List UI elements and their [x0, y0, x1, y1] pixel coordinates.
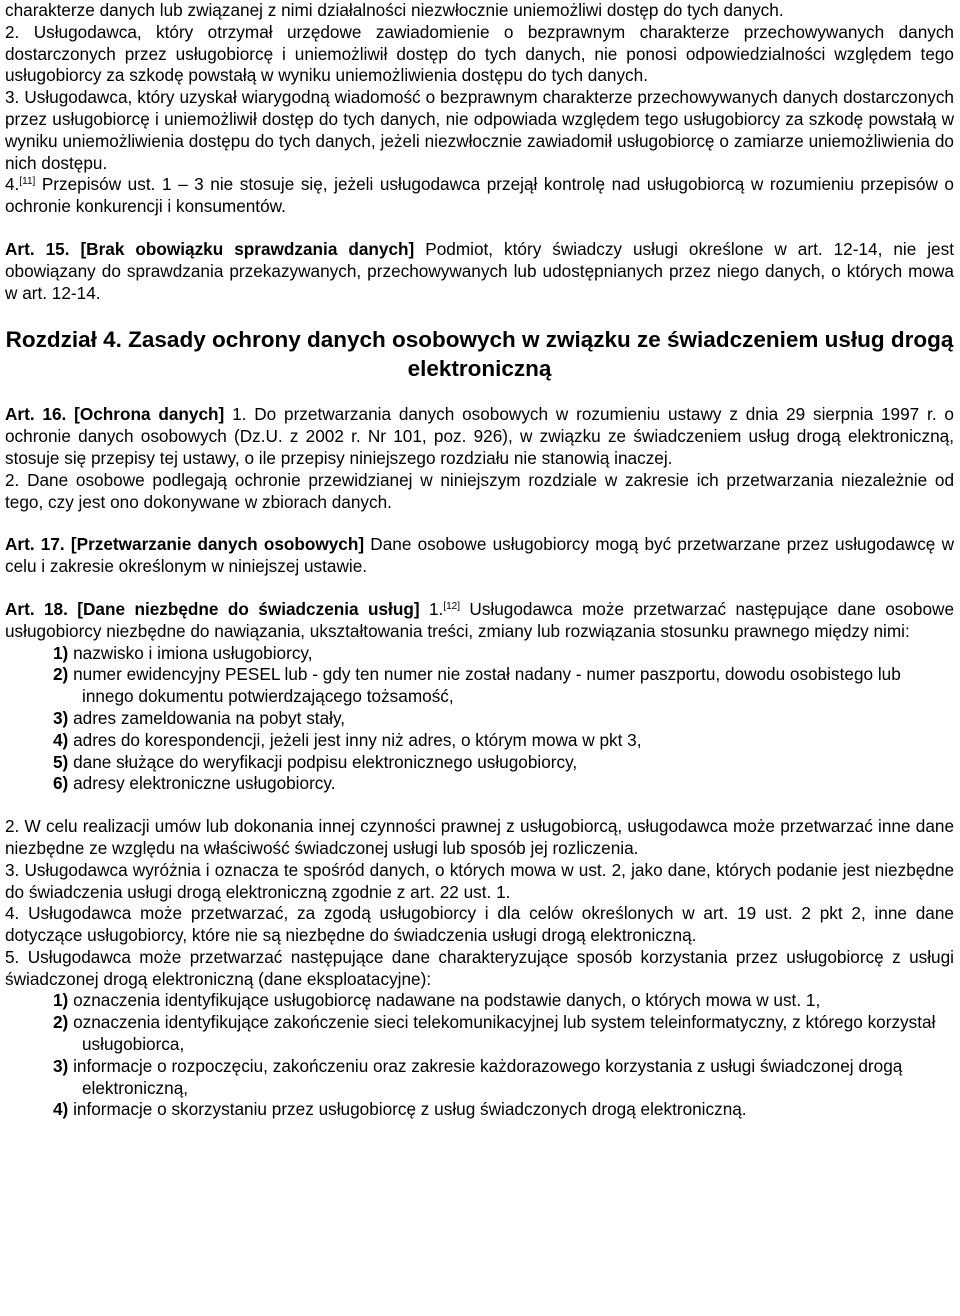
article-heading: Art. 17. [Przetwarzanie danych osobowych] — [5, 534, 365, 555]
paragraph: charakterze danych lub związanej z nimi działalności niezwłocznie uniemożliwi dostęp do tych danych. — [5, 0, 784, 20]
paragraph: 3. Usługodawca wyróżnia i oznacza te spośród danych, o których mowa w ust. 2, jako dane, których podanie jest niezbędne do świadczenia usługi drogą elektroniczną zgodnie z art. 22 ust. 1. — [5, 859, 954, 902]
list-item: 2) oznaczenia identyfikujące zakończenie sieci telekomunikacyjnej lub system teleinformatyczny, z którego korzystał usługobiorca, — [53, 1012, 936, 1055]
paragraph: 4. Usługodawca może przetwarzać, za zgodą usługobiorcy i dla celów określonych w art. 19 ust. 2 pkt 2, inne dane dotyczące usługobiorcy, które nie są niezbędne do świadczenia usługi drogą elektroniczną. — [5, 903, 954, 946]
article-text: Usługodawca może przetwarzać następujące dane osobowe usługobiorcy niezbędne do nawiązania, ukształtowania treści, zmiany lub rozwiązania stosunku prawnego między nimi: — [5, 598, 955, 641]
paragraph-number: 1. — [419, 598, 444, 619]
article-17 — [5, 534, 954, 578]
list-item: 4) adres do korespondencji, jeżeli jest inny niż adres, o którym mowa w pkt 3, — [53, 729, 642, 750]
paragraph: 2. W celu realizacji umów lub dokonania innej czynności prawnej z usługobiorcą, usługodawca może przetwarzać inne dane niezbędne ze względu na właściwość świadczonej usługi lub sposób jej rozliczenia. — [5, 816, 954, 858]
article-text: 1. Do przetwarzania danych osobowych w rozumieniu ustawy z dnia 29 sierpnia 1997 r. o ochronie danych osobowych (Dz.U. z 2002 r. Nr 101, poz. 926), w związku ze świadczeniem usług drogą elektroniczną, stosuje się przepisy tej ustawy, o ile przepisy niniejszego rozdziału nie stanowią inaczej. — [5, 404, 954, 468]
article-heading: Art. 16. [Ochrona danych] — [5, 404, 225, 425]
article-heading: Art. 15. [Brak obowiązku sprawdzania danych] — [5, 238, 415, 259]
list-item: 5) dane służące do weryfikacji podpisu elektronicznego usługobiorcy, — [53, 751, 578, 772]
list-item: 6) adresy elektroniczne usługobiorcy. — [53, 773, 336, 794]
list-item: 1) nazwisko i imiona usługobiorcy, — [53, 642, 313, 663]
article-18 — [5, 599, 954, 643]
footnote-ref[interactable]: [11] — [19, 176, 36, 188]
paragraph: 2. Usługodawca, który otrzymał urzędowe zawiadomienie o bezprawnym charakterze przechowywanych danych dostarczonych przez usługobiorcę i uniemożliwił dostęp do tych danych, nie ponosi odpowiedzialności względem tego usługobiorcy za szkodę powstałą w wyniku uniemożliwienia dostępu do tych danych. — [5, 21, 954, 86]
paragraph-number: 4. — [5, 174, 20, 195]
footnote-ref[interactable]: [12] — [443, 600, 460, 612]
article-text: Podmiot, który świadczy usługi określone w art. 12-14, nie jest obowiązany do sprawdzania przekazywanych, przechowywanych lub udostępnianych przez niego danych, o których mowa w art. 12-14. — [5, 238, 954, 303]
article-text: Dane osobowe usługobiorcy mogą być przetwarzane przez usługodawcę w celu i zakresie określonym w niniejszej ustawie. — [5, 534, 954, 577]
paragraph — [5, 174, 954, 218]
list-item: 2) numer ewidencyjny PESEL lub - gdy ten numer nie został nadany - numer paszportu, dowodu osobistego lub innego dokumentu potwierdzającego tożsamość, — [53, 664, 901, 707]
paragraph: 3. Usługodawca, który uzyskał wiarygodną wiadomość o bezprawnym charakterze przechowywanych danych dostarczonych przez usługobiorcę i uniemożliwił dostęp do tych danych, nie odpowiada względem tego usługobiorcy za szkodę powstałą w wyniku uniemożliwienia dostępu do tych danych, jeżeli niezwłocznie zawiadomił usługobiorcę o zamiarze uniemożliwienia do nich dostępu. — [5, 87, 954, 173]
list-item: 3) informacje o rozpoczęciu, zakończeniu oraz zakresie każdorazowego korzystania z usługi świadczonej drogą elektroniczną, — [53, 1055, 903, 1098]
article-heading: Art. 18. [Dane niezbędne do świadczenia usług] — [5, 598, 420, 619]
paragraph: 5. Usługodawca może przetwarzać następujące dane charakteryzujące sposób korzystania przez usługobiorcę z usługi świadczonej drogą elektroniczną (dane eksploatacyjne): — [5, 946, 954, 989]
paragraph: 2. Dane osobowe podlegają ochronie przewidzianej w niniejszym rozdziale w zakresie ich przetwarzania niezależnie od tego, czy jest ono dokonywane w zbiorach danych. — [5, 469, 954, 512]
paragraph-text: Przepisów ust. 1 – 3 nie stosuje się, jeżeli usługodawca przejął kontrolę nad usługobiorcą w rozumieniu przepisów o ochronie konkurencji i konsumentów. — [5, 174, 954, 217]
article-16 — [5, 404, 954, 469]
article-15 — [5, 239, 954, 304]
chapter-title: Rozdział 4. Zasady ochrony danych osobowych w związku ze świadczeniem usług drogą elektroniczną — [5, 327, 954, 382]
list-item: 1) oznaczenia identyfikujące usługobiorcę nadawane na podstawie danych, o których mowa w ust. 1, — [53, 990, 821, 1011]
list-item: 4) informacje o skorzystaniu przez usługobiorcę z usług świadczonych drogą elektroniczną. — [53, 1099, 747, 1120]
list-item: 3) adres zameldowania na pobyt stały, — [53, 707, 346, 728]
